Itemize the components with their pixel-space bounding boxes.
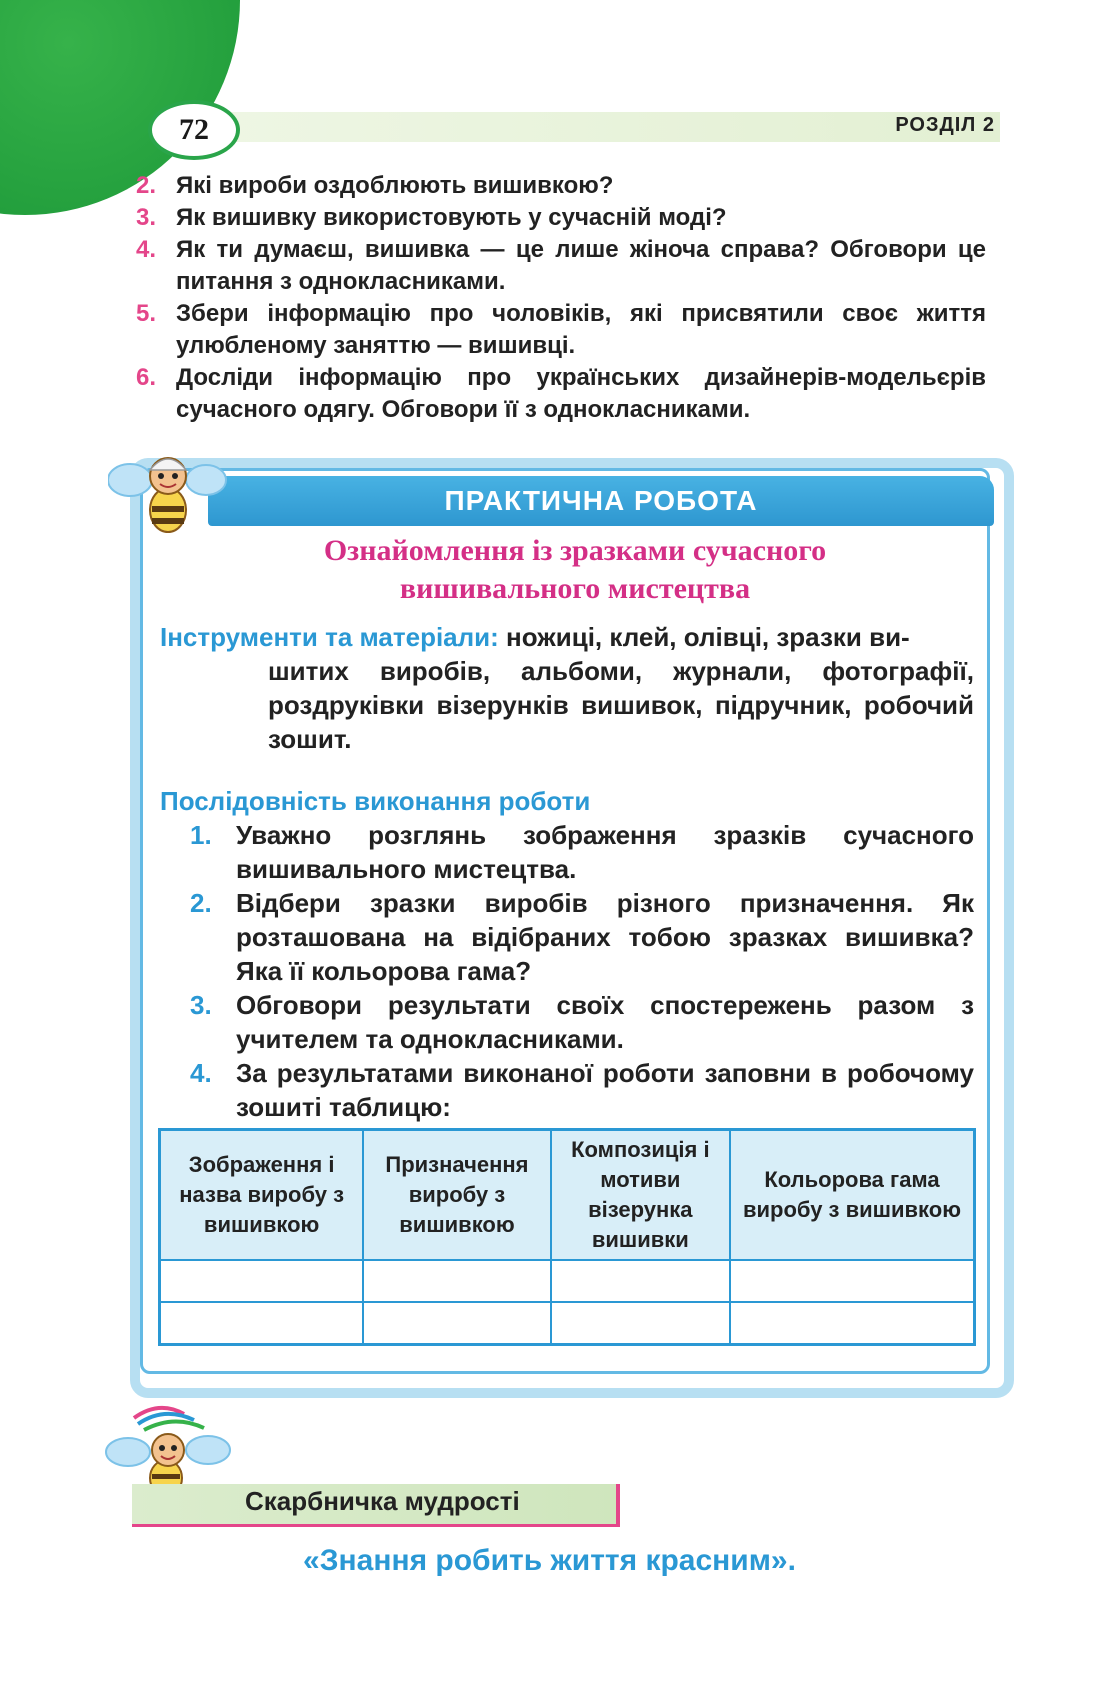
- table-row: [160, 1260, 975, 1302]
- step-text: За результатами виконаної роботи заповни в робочому зошиті таблицю:: [236, 1058, 974, 1122]
- list-item: [136, 298, 986, 362]
- list-item: [190, 988, 974, 1056]
- worksheet-table: [158, 1128, 976, 1346]
- list-item: [136, 202, 986, 234]
- wisdom-quote: «Знання робить життя красним».: [303, 1544, 796, 1577]
- question-text: Які вироби оздоблюють вишивкою?: [176, 172, 614, 199]
- tools-label: Інструменти та матеріали:: [160, 622, 499, 652]
- step-number: 4.: [190, 1058, 212, 1088]
- step-text: Відбери зразки виробів різного призначення. Як розташована на відібраних тобою зразках вишивка? Яка її кольорова гама?: [236, 888, 974, 986]
- step-number: 2.: [190, 888, 212, 918]
- list-item: [136, 362, 986, 426]
- table-cell: [551, 1260, 730, 1302]
- tools-text-continued: шитих виробів, альбоми, журнали, фотографії, роздруківки візерунків вишивок, підручник, робочий зошит.: [268, 656, 974, 754]
- list-item: [136, 234, 986, 298]
- question-number: 6.: [136, 364, 157, 391]
- table-row: [160, 1302, 975, 1345]
- step-number: 3.: [190, 990, 212, 1020]
- table-header-row: [160, 1130, 975, 1261]
- table-header-cell: Композиція і мотиви візерунка вишивки: [551, 1130, 730, 1261]
- question-text: Як ти думаєш, вишивка — це лише жіноча справа? Обговори це питання з однокласниками.: [176, 236, 986, 295]
- question-number: 5.: [136, 300, 157, 327]
- table-cell: [363, 1302, 550, 1345]
- table-cell: [730, 1260, 975, 1302]
- table-cell: [730, 1302, 975, 1345]
- table-cell: [160, 1260, 364, 1302]
- list-item: [190, 818, 974, 886]
- question-number: 4.: [136, 236, 157, 263]
- practical-title-line: Ознайомлення із зразками сучасного: [323, 534, 827, 567]
- question-text: Збери інформацію про чоловіків, які присвятили своє життя улюбленому заняттю — вишивці.: [176, 300, 986, 359]
- list-item: [136, 170, 986, 202]
- bee-mascot-icon: [108, 440, 228, 540]
- table-cell: [551, 1302, 730, 1345]
- page-number: 72: [148, 100, 240, 160]
- tools-text: ножиці, клей, олівці, зразки ви-: [506, 622, 910, 652]
- section-label: РОЗДІЛ 2: [895, 114, 995, 136]
- wisdom-label: Скарбничка мудрості: [245, 1486, 520, 1516]
- step-text: Обговори результати своїх спостережень разом з учителем та однокласниками.: [236, 990, 974, 1054]
- table-header-cell: Призначення виробу з вишивкою: [363, 1130, 550, 1261]
- question-number: 3.: [136, 204, 157, 231]
- steps-list: [190, 818, 974, 1124]
- practical-title-line: вишивального мистецтва: [399, 572, 751, 605]
- table-cell: [160, 1302, 364, 1345]
- step-number: 1.: [190, 820, 212, 850]
- step-text: Уважно розглянь зображення зразків сучасного вишивального мистецтва.: [236, 820, 974, 884]
- question-text: Досліди інформацію про українських дизайнерів-модельєрів сучасного одягу. Обговори її з однокласниками.: [176, 364, 986, 423]
- tools-paragraph: [160, 620, 974, 756]
- header-bar: [205, 112, 1000, 142]
- table-header-cell: Зображення і назва виробу з вишивкою: [160, 1130, 364, 1261]
- question-text: Як вишивку використовують у сучасній моді?: [176, 204, 727, 231]
- list-item: [190, 886, 974, 988]
- question-number: 2.: [136, 172, 157, 199]
- table-header-cell: Кольорова гама виробу з вишивкою: [730, 1130, 975, 1261]
- question-list: [136, 170, 986, 426]
- table-cell: [363, 1260, 550, 1302]
- practical-title: [190, 532, 960, 608]
- list-item: [190, 1056, 974, 1124]
- practical-banner-title: ПРАКТИЧНА РОБОТА: [444, 485, 758, 516]
- sequence-title: Послідовність виконання роботи: [160, 786, 591, 816]
